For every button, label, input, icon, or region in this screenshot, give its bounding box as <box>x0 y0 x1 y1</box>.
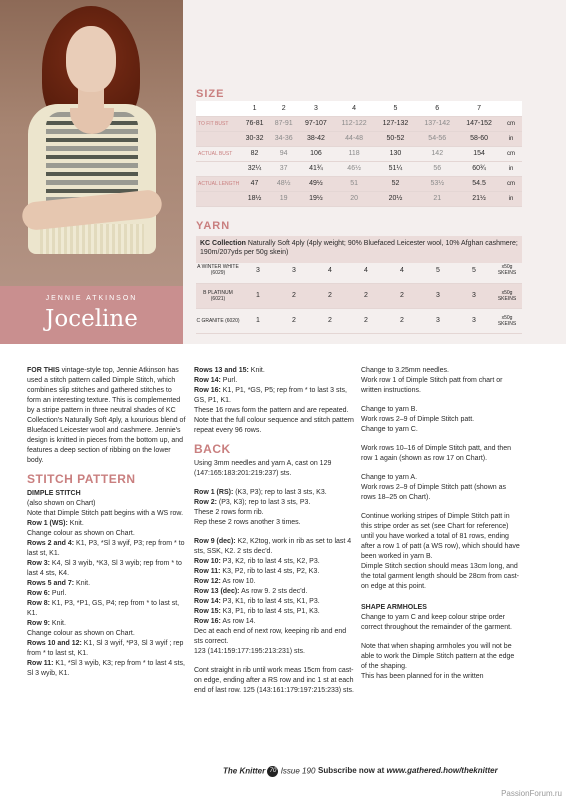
size-header-row <box>196 101 522 116</box>
instruction-line <box>27 509 187 519</box>
size-value: 37 <box>269 161 298 176</box>
watermark: PassionForum.ru <box>501 789 562 798</box>
instruction-label: Row 3: <box>27 560 50 567</box>
size-number: 1 <box>240 101 269 116</box>
back-heading: BACK <box>194 442 231 456</box>
instruction-label: Rows 10 and 12: <box>27 640 82 647</box>
instruction-text: P3, K2, rib to last 4 sts, K2, P3. <box>220 558 320 565</box>
instruction-text: As row 14. <box>220 618 256 625</box>
instruction-text: Change colour as shown on Chart. <box>27 530 135 537</box>
instruction-label: Row 1 (RS): <box>194 489 234 496</box>
instruction-label: Row 13 (dec): <box>194 588 240 595</box>
instruction-line <box>27 659 187 679</box>
paragraph-gap <box>361 592 521 601</box>
instruction-line <box>194 406 354 416</box>
instruction-paragraph: Work rows 10–16 of Dimple Stitch patt, and then row 1 again (shown as row 17 on Chart). <box>361 445 512 462</box>
size-value: 82 <box>240 146 269 161</box>
yarn-unit: x50g SKEINS <box>492 283 522 308</box>
intro-paragraph <box>27 366 187 466</box>
yarn-quantity: 1 <box>240 308 276 333</box>
instruction-line <box>194 577 354 587</box>
instruction-line <box>194 366 354 376</box>
footer <box>0 762 566 782</box>
decrease-rows <box>194 537 354 657</box>
yarn-row <box>196 258 522 283</box>
instruction-text: Purl. <box>220 377 238 384</box>
instruction-paragraph: Change to 3.25mm needles. Work row 1 of Dimple Stitch patt from chart or written instructions. <box>361 367 503 394</box>
pattern-title: Joceline <box>45 306 138 332</box>
instruction-line <box>27 589 187 599</box>
intro-lead: FOR THIS <box>27 367 60 374</box>
yarn-quantity: 2 <box>384 308 420 333</box>
yarn-table <box>196 258 522 334</box>
instruction-paragraph: Continue working stripes of Dimple Stitch patt in this stripe order as set (see Chart for reference) until you have worked a total of 81 rows, ending after a row 1 of patt (a WS row), which should have been worked in yarn B. Dimple Stitch section should meas 13cm long, and the total garment length should be 28cm from cast-on edge at this point. <box>361 513 520 590</box>
yarn-quantity: 2 <box>312 308 348 333</box>
instruction-text: (also shown on Chart) <box>27 500 96 507</box>
size-value: 21 <box>416 191 458 206</box>
instruction-line <box>194 508 354 518</box>
pattern-rows-continued <box>194 366 354 436</box>
size-value: 97-107 <box>298 116 333 131</box>
instruction-text: Rep these 2 rows another 3 times. <box>194 519 301 526</box>
back-intro: Using 3mm needles and yarn A, cast on 129 (147:165:183:201:219:237) sts. <box>194 460 332 477</box>
instruction-line <box>27 499 187 509</box>
instruction-line <box>194 518 354 528</box>
size-value: 118 <box>334 146 375 161</box>
size-value: 19 <box>269 191 298 206</box>
instruction-text: K1, Sl 3 wyif, *P3, Sl 3 wyif ; rep from * to last st, K1. <box>27 640 184 657</box>
size-value: 49½ <box>298 176 333 191</box>
size-value: 52 <box>375 176 417 191</box>
size-value: 137-142 <box>416 116 458 131</box>
paragraph-gap <box>361 435 521 444</box>
size-unit: cm <box>500 146 522 161</box>
instruction-label: Row 15: <box>194 608 221 615</box>
size-value: 41¾ <box>298 161 333 176</box>
rib-rows <box>194 488 354 528</box>
instruction-line <box>194 416 354 436</box>
size-unit: cm <box>500 176 522 191</box>
instruction-line <box>27 529 187 539</box>
yarn-shade-label: C GRANITE (6020) <box>196 308 240 333</box>
yarn-quantity: 3 <box>456 308 492 333</box>
instruction-label: Row 6: <box>27 590 50 597</box>
size-value: 51 <box>334 176 375 191</box>
size-row-label <box>196 131 240 146</box>
size-value: 20 <box>334 191 375 206</box>
instruction-line <box>194 627 354 647</box>
yarn-quantity: 2 <box>384 283 420 308</box>
instruction-text: P3, K1, rib to last 4 sts, K1, P3. <box>220 598 320 605</box>
yarn-quantity: 3 <box>276 258 312 283</box>
instruction-label: Row 1 (WS): <box>27 520 68 527</box>
instruction-line <box>27 539 187 559</box>
yarn-desc: Naturally Soft 4ply (4ply weight; 90% Bluefaced Leicester wool, 10% Afghan cashmere; 190m/207yds per 50g skein) <box>200 240 518 256</box>
subscribe-line <box>318 766 498 775</box>
size-value: 48½ <box>269 176 298 191</box>
instruction-text: As row 10. <box>220 578 256 585</box>
paragraph-gap <box>361 503 521 512</box>
instruction-label: Row 14: <box>194 598 221 605</box>
instruction-paragraph: Change to yarn A. Work rows 2–9 of Dimple Stitch patt (shown as rows 18–25 on Chart). <box>361 474 506 501</box>
instruction-line <box>27 639 187 659</box>
instruction-text: Knit. <box>74 580 91 587</box>
yarn-heading: YARN <box>196 220 231 232</box>
subscribe-text: Subscribe now at <box>318 766 387 775</box>
yarn-quantity: 5 <box>456 258 492 283</box>
size-value: 54.5 <box>458 176 500 191</box>
instruction-text: These 16 rows form the pattern and are repeated. <box>194 407 349 414</box>
size-value: 34-36 <box>269 131 298 146</box>
instruction-text: As row 9. 2 sts dec'd. <box>239 588 308 595</box>
size-value: 112-122 <box>334 116 375 131</box>
instruction-line <box>194 557 354 567</box>
size-value: 154 <box>458 146 500 161</box>
size-value: 130 <box>375 146 417 161</box>
size-value: 38-42 <box>298 131 333 146</box>
instruction-text: Purl. <box>49 590 67 597</box>
back-end-text: Cont straight in rib until work meas 15cm from cast-on edge, ending after a RS row and inc 1 st at each end of last row. 125 (143:161:179:197:215:233) sts. <box>194 667 354 694</box>
instruction-text: K1, P1, *GS, P5; rep from * to last 3 sts, GS, P1, K1. <box>194 387 347 404</box>
armhole-instructions <box>361 613 521 691</box>
size-value: 53½ <box>416 176 458 191</box>
size-value: 44-48 <box>334 131 375 146</box>
model-photo <box>0 0 183 286</box>
instruction-text: K1, *Sl 3 wyib, K3; rep from * to last 4 sts, Sl 3 wyib, K1. <box>27 660 185 677</box>
yarn-quantity: 4 <box>348 258 384 283</box>
size-row-label <box>196 161 240 176</box>
instruction-line <box>194 376 354 386</box>
instruction-label: Rows 5 and 7: <box>27 580 75 587</box>
paragraph-gap <box>361 682 521 691</box>
instruction-label: Row 14: <box>194 377 221 384</box>
size-value: 32¼ <box>240 161 269 176</box>
instruction-label: Row 16: <box>194 618 221 625</box>
instruction-line <box>27 559 187 579</box>
size-row <box>196 146 522 161</box>
instruction-text: (K3, P3); rep to last 3 sts, K3. <box>233 489 327 496</box>
size-number: 3 <box>298 101 333 116</box>
size-value: 87-91 <box>269 116 298 131</box>
instruction-text: These 2 rows form rib. <box>194 509 264 516</box>
size-unit: in <box>500 191 522 206</box>
yarn-quantity: 3 <box>240 258 276 283</box>
dimple-stitch-rows <box>27 499 187 679</box>
instruction-label: Rows 2 and 4: <box>27 540 75 547</box>
paragraph-gap <box>361 633 521 642</box>
instruction-text: K1, P3, *Sl 3 wyif, P3; rep from * to last st, K1. <box>27 540 185 557</box>
size-table <box>196 101 522 207</box>
instruction-label: Rows 13 and 15: <box>194 367 249 374</box>
yarn-unit: x50g SKEINS <box>492 308 522 333</box>
instruction-line <box>194 587 354 597</box>
instruction-label: Row 10: <box>194 558 221 565</box>
size-value: 18½ <box>240 191 269 206</box>
instruction-text: Note that the full colour sequence and stitch pattern repeat every 96 rows. <box>194 417 354 434</box>
yarn-shade-label: A WINTER WHITE (6029) <box>196 258 240 283</box>
instruction-text: Knit. <box>67 520 84 527</box>
yarn-quantity: 2 <box>348 308 384 333</box>
instruction-label: Row 16: <box>194 387 221 394</box>
size-value: 54-56 <box>416 131 458 146</box>
instruction-line <box>27 629 187 639</box>
size-row-label: ACTUAL LENGTH <box>196 176 240 191</box>
yarn-quantity: 3 <box>420 283 456 308</box>
size-row-label: TO FIT BUST <box>196 116 240 131</box>
instruction-text: (P3, K3); rep to last 3 sts, P3. <box>216 499 311 506</box>
size-row <box>196 176 522 191</box>
instruction-label: Row 11: <box>27 660 54 667</box>
yarn-quantity: 2 <box>312 283 348 308</box>
yarn-quantity: 4 <box>312 258 348 283</box>
instruction-line <box>27 619 187 629</box>
yarn-quantity: 5 <box>420 258 456 283</box>
instruction-text: K2, K2tog, work in rib as set to last 4 sts, SSK, K2. 2 sts dec'd. <box>194 538 352 555</box>
dimple-stitch-heading: DIMPLE STITCH <box>27 490 81 497</box>
column-2 <box>194 366 354 696</box>
stitch-pattern-heading: STITCH PATTERN <box>27 472 136 486</box>
size-value: 51¼ <box>375 161 417 176</box>
size-row <box>196 131 522 146</box>
yarn-quantity: 2 <box>276 283 312 308</box>
size-heading: SIZE <box>196 88 225 100</box>
size-unit: in <box>500 131 522 146</box>
magazine-name: The Knitter <box>223 766 266 776</box>
instruction-label: Row 2: <box>194 499 217 506</box>
instruction-text: 123 (141:159:177:195:213:231) sts. <box>194 648 305 655</box>
size-value: 142 <box>416 146 458 161</box>
instruction-line <box>194 386 354 406</box>
size-value: 47 <box>240 176 269 191</box>
size-unit: cm <box>500 116 522 131</box>
size-row <box>196 191 522 206</box>
yarn-quantity: 2 <box>348 283 384 308</box>
instruction-line <box>194 617 354 627</box>
size-row-label: ACTUAL BUST <box>196 146 240 161</box>
instruction-label: Row 8: <box>27 600 50 607</box>
yarn-unit: x50g SKEINS <box>492 258 522 283</box>
size-value: 46½ <box>334 161 375 176</box>
size-value: 106 <box>298 146 333 161</box>
size-value: 127-132 <box>375 116 417 131</box>
instruction-label: Row 11: <box>194 568 221 575</box>
name-band <box>0 286 183 344</box>
instruction-paragraph: Note that when shaping armholes you will not be able to work the Dimple Stitch pattern at the edge of the shaping. This has been planned for in the written <box>361 643 515 680</box>
instruction-text: K3, P2, rib to last 4 sts, P2, K3. <box>220 568 320 575</box>
size-value: 147-152 <box>458 116 500 131</box>
stripe-instructions <box>361 366 521 601</box>
instruction-paragraph: Change to yarn B. Work rows 2–9 of Dimple Stitch patt. Change to yarn C. <box>361 406 475 433</box>
size-value: 60¾ <box>458 161 500 176</box>
size-header-unit-blank <box>500 101 522 116</box>
designer-name: JENNIE ATKINSON <box>45 295 138 302</box>
size-value: 94 <box>269 146 298 161</box>
instruction-paragraph: Change to yarn C and keep colour stripe order correct throughout the remainder of the garment. <box>361 614 512 631</box>
instruction-label: Row 12: <box>194 578 221 585</box>
instruction-text: K4, Sl 3 wyib, *K3, Sl 3 wyib; rep from * to last 4 sts, K4. <box>27 560 182 577</box>
yarn-quantity: 2 <box>276 308 312 333</box>
yarn-shade-label: B PLATINUM (6021) <box>196 283 240 308</box>
yarn-collection: KC Collection <box>200 240 246 247</box>
yarn-row <box>196 283 522 308</box>
size-value: 19½ <box>298 191 333 206</box>
instruction-line <box>194 597 354 607</box>
size-value: 20½ <box>375 191 417 206</box>
size-value: 21½ <box>458 191 500 206</box>
size-row <box>196 161 522 176</box>
size-value: 76-81 <box>240 116 269 131</box>
instruction-line <box>194 567 354 577</box>
yarn-quantity: 3 <box>456 283 492 308</box>
instruction-text: Dec at each end of next row, keeping rib and end sts correct. <box>194 628 347 645</box>
size-number: 4 <box>334 101 375 116</box>
size-value: 58-60 <box>458 131 500 146</box>
instruction-text: Knit. <box>49 620 66 627</box>
size-value: 56 <box>416 161 458 176</box>
instruction-text: Knit. <box>248 367 265 374</box>
instruction-line <box>27 579 187 589</box>
instruction-line <box>194 537 354 557</box>
yarn-row <box>196 308 522 333</box>
size-number: 7 <box>458 101 500 116</box>
instruction-text: K3, P1, rib to last 4 sts, P1, K3. <box>220 608 320 615</box>
instruction-line <box>194 488 354 498</box>
shape-armholes-heading: SHAPE ARMHOLES <box>361 604 427 611</box>
size-row <box>196 116 522 131</box>
instruction-line <box>194 647 354 657</box>
ribbing <box>40 224 144 254</box>
instruction-label: Row 9 (dec): <box>194 538 236 545</box>
face <box>66 26 116 92</box>
size-value: 50-52 <box>375 131 417 146</box>
size-number: 5 <box>375 101 417 116</box>
instruction-text: Change colour as shown on Chart. <box>27 630 135 637</box>
paragraph-gap <box>361 464 521 473</box>
page-number: 70 <box>267 766 278 777</box>
size-header-blank <box>196 101 240 116</box>
size-number: 2 <box>269 101 298 116</box>
issue-number: Issue 190 <box>280 766 316 776</box>
instruction-line <box>27 599 187 619</box>
instruction-text: Note that Dimple Stitch patt begins with a WS row. <box>27 510 184 517</box>
size-row-label <box>196 191 240 206</box>
size-number: 6 <box>416 101 458 116</box>
yarn-quantity: 1 <box>240 283 276 308</box>
paragraph-gap <box>361 396 521 405</box>
instruction-text: K1, P3, *P1, GS, P4; rep from * to last st, K1. <box>27 600 180 617</box>
yarn-quantity: 3 <box>420 308 456 333</box>
footer-magazine <box>223 766 315 777</box>
intro-text: vintage-style top, Jennie Atkinson has used a stitch pattern called Dimple Stitch, which combines slip stitches and gathered stitches to form an interesting texture. This is complemented by a stripe pattern in three neutral shades of KC Collection's Naturally Soft 4ply, a luxurious blend of Bluefaced Leicester wool and cashmere. Jennie's design is knitted in pieces from the bottom up, and features a deep section of ribbing on the lower body. <box>27 367 186 464</box>
size-value: 30-32 <box>240 131 269 146</box>
instruction-line <box>194 498 354 508</box>
size-unit: in <box>500 161 522 176</box>
column-3 <box>361 366 521 691</box>
instruction-label: Row 9: <box>27 620 50 627</box>
yarn-quantity: 4 <box>384 258 420 283</box>
column-1 <box>27 366 187 679</box>
instruction-line <box>27 519 187 529</box>
instruction-line <box>194 607 354 617</box>
subscribe-link[interactable]: www.gathered.how/theknitter <box>386 766 498 775</box>
